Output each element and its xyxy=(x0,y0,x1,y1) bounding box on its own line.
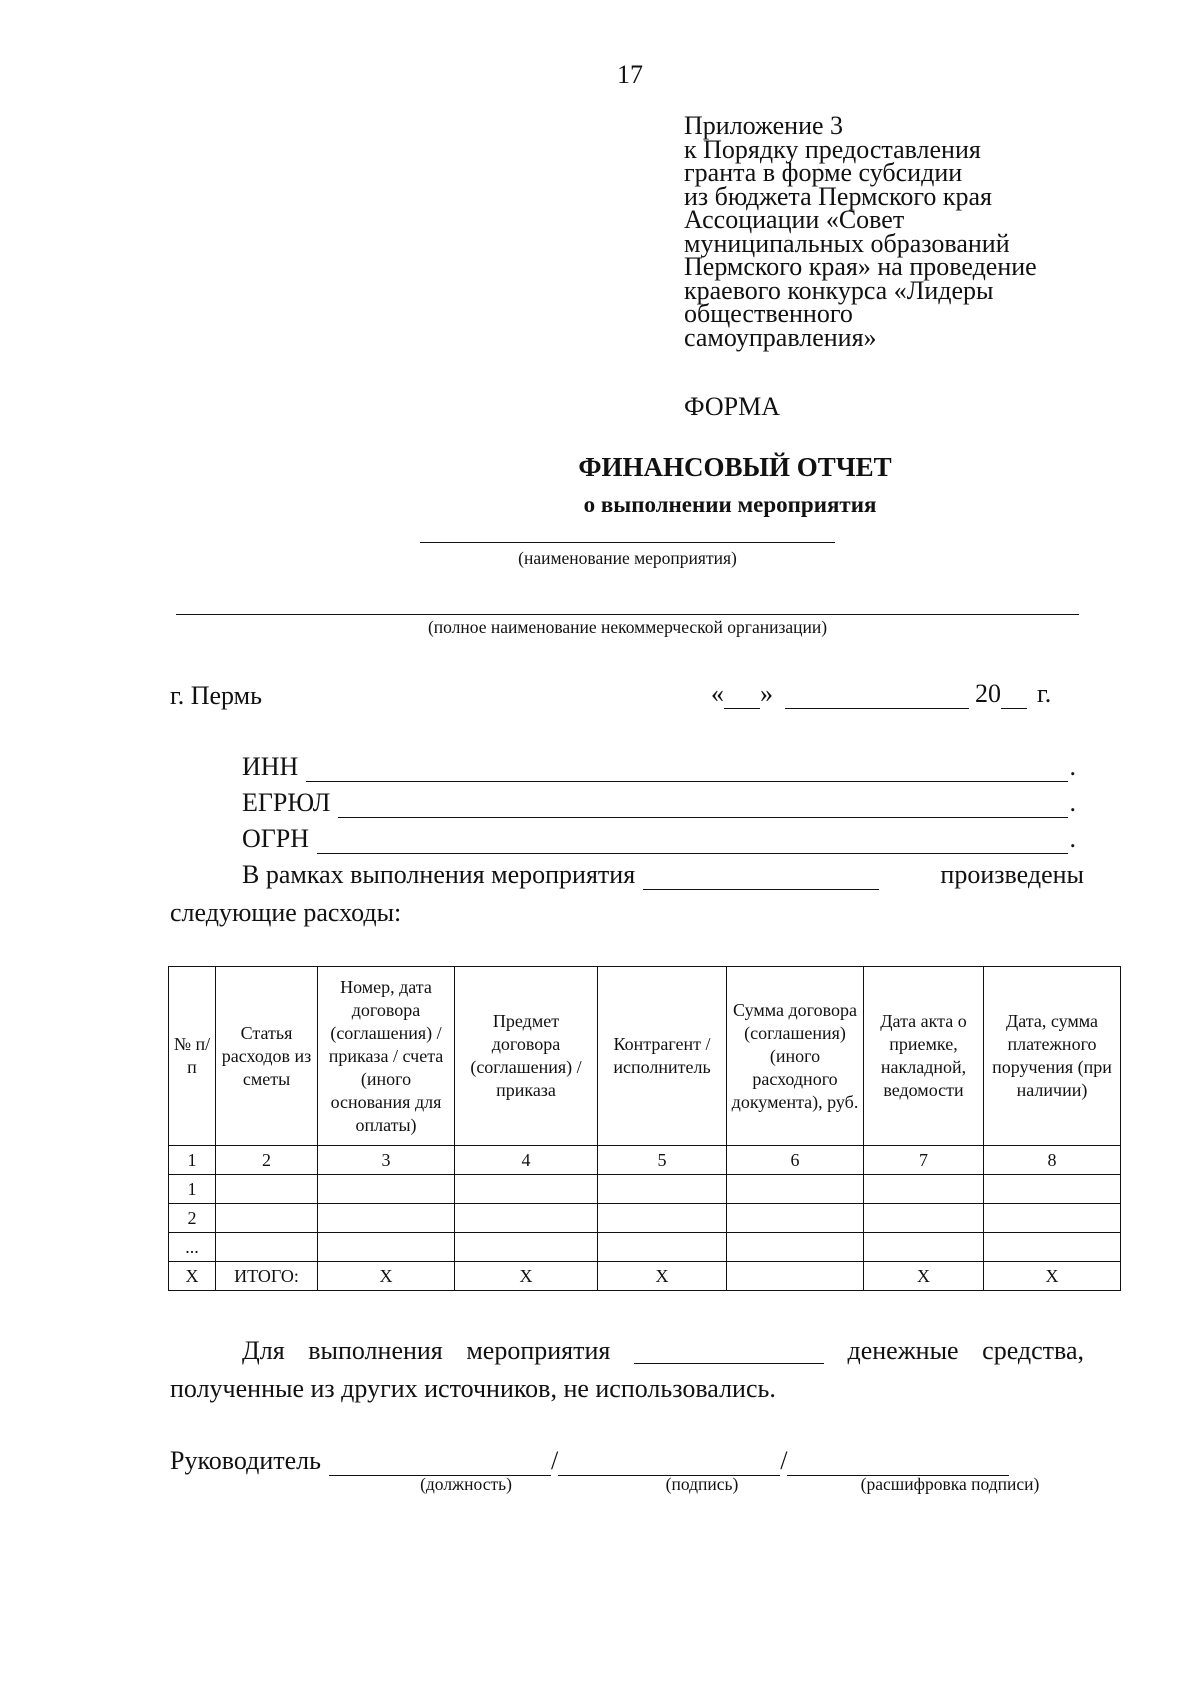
other-sources-event-blank[interactable] xyxy=(634,1339,824,1364)
total-label: ИТОГО: xyxy=(216,1262,318,1291)
other-sources-word: мероприятия xyxy=(466,1336,611,1365)
egrul-end: . xyxy=(1069,788,1076,817)
column-number: 2 xyxy=(216,1146,318,1175)
total-row xyxy=(169,1262,1121,1291)
date-year-suffix: г. xyxy=(1037,679,1052,708)
appendix-line: общественного xyxy=(684,299,853,328)
city: г. Пермь xyxy=(170,681,262,710)
date-year-prefix: 20 xyxy=(975,679,1001,708)
appendix-line: к Порядку предоставления xyxy=(684,134,981,164)
header-contract-sum: Сумма договора (соглашения) (иного расходного документа), руб. xyxy=(727,967,864,1146)
date-open-quote: « xyxy=(711,679,724,708)
event-name-line[interactable] xyxy=(420,542,835,543)
org-name-caption: (полное наименование некоммерческой организации) xyxy=(427,617,828,637)
signature-blank[interactable] xyxy=(558,1453,780,1476)
table-cell[interactable] xyxy=(598,1175,727,1204)
table-cell: 2 xyxy=(169,1204,216,1233)
table-cell[interactable] xyxy=(984,1175,1121,1204)
appendix-line: гранта в форме субсидии xyxy=(684,158,963,187)
document-subtitle: о выполнении мероприятия xyxy=(583,492,877,517)
signature-label: Руководитель xyxy=(170,1446,321,1475)
table-cell: X xyxy=(984,1262,1121,1291)
table-cell[interactable] xyxy=(727,1233,864,1262)
expenses-table xyxy=(168,966,1121,1291)
table-row xyxy=(169,1204,1121,1233)
appendix-line: из бюджета Пермского края xyxy=(684,181,993,211)
table-row xyxy=(169,1175,1121,1204)
table-cell: X xyxy=(864,1262,984,1291)
other-sources-word: средства, xyxy=(982,1336,1084,1365)
table-cell[interactable] xyxy=(318,1175,455,1204)
other-sources-word: денежные xyxy=(847,1336,959,1365)
date-line xyxy=(711,679,1051,709)
other-sources-word: выполнения xyxy=(308,1336,443,1365)
document-title: ФИНАНСОВЫЙ ОТЧЕТ xyxy=(578,452,892,482)
ogrn-blank[interactable] xyxy=(317,831,1067,854)
table-cell: X xyxy=(455,1262,598,1291)
table-cell[interactable] xyxy=(216,1204,318,1233)
column-number: 6 xyxy=(727,1146,864,1175)
appendix-line: Пермского края» на проведение xyxy=(684,252,1037,281)
column-number: 5 xyxy=(598,1146,727,1175)
table-cell[interactable] xyxy=(598,1204,727,1233)
signature-slash: / xyxy=(780,1446,788,1475)
header-act-date: Дата акта о приемке, накладной, ведомости xyxy=(864,967,984,1146)
table-cell[interactable] xyxy=(984,1204,1121,1233)
column-number: 3 xyxy=(318,1146,455,1175)
table-cell[interactable] xyxy=(455,1204,598,1233)
date-month-blank[interactable] xyxy=(785,686,969,709)
table-cell[interactable] xyxy=(864,1233,984,1262)
date-day-blank[interactable] xyxy=(724,686,760,709)
table-cell[interactable] xyxy=(598,1233,727,1262)
other-sources-word: Для xyxy=(242,1336,285,1365)
appendix-line: Приложение 3 xyxy=(684,111,844,140)
position-caption: (должность) xyxy=(420,1474,512,1494)
table-cell[interactable] xyxy=(216,1233,318,1262)
egrul-label: ЕГРЮЛ xyxy=(242,788,331,817)
egrul-field xyxy=(242,788,1076,818)
date-close-quote: » xyxy=(760,679,773,708)
date-year-blank[interactable] xyxy=(1001,686,1027,709)
header-contract-subject: Предмет договора (соглашения) / приказа xyxy=(455,967,598,1146)
table-cell[interactable] xyxy=(864,1204,984,1233)
ogrn-end: . xyxy=(1069,824,1076,853)
column-number: 8 xyxy=(984,1146,1121,1175)
table-cell: X xyxy=(598,1262,727,1291)
expenses-intro-part2: произведены xyxy=(940,860,1084,889)
column-number: 4 xyxy=(455,1146,598,1175)
ogrn-field xyxy=(242,824,1076,854)
table-cell: 1 xyxy=(169,1175,216,1204)
expenses-event-blank[interactable] xyxy=(643,867,879,890)
event-name-caption: (наименование мероприятия) xyxy=(518,548,737,568)
expenses-intro-line1 xyxy=(242,860,1084,890)
inn-blank[interactable] xyxy=(306,759,1067,782)
column-number: 1 xyxy=(169,1146,216,1175)
table-row xyxy=(169,1233,1121,1262)
egrul-blank[interactable] xyxy=(338,795,1067,818)
table-cell[interactable] xyxy=(455,1233,598,1262)
appendix-line: муниципальных образований xyxy=(684,228,1010,258)
table-cell[interactable] xyxy=(864,1175,984,1204)
header-counterparty: Контрагент / исполнитель xyxy=(598,967,727,1146)
column-number: 7 xyxy=(864,1146,984,1175)
signature-slash: / xyxy=(551,1446,559,1475)
table-cell[interactable] xyxy=(727,1204,864,1233)
table-cell: ... xyxy=(169,1233,216,1262)
other-sources-line1 xyxy=(242,1332,1084,1370)
appendix-line: самоуправления» xyxy=(684,322,877,352)
header-expense-item: Статья расходов из сметы xyxy=(216,967,318,1146)
table-cell[interactable] xyxy=(455,1175,598,1204)
org-name-line[interactable] xyxy=(176,614,1079,615)
expenses-intro-part1: В рамках выполнения мероприятия xyxy=(242,860,636,889)
table-cell[interactable] xyxy=(318,1233,455,1262)
table-cell: X xyxy=(169,1262,216,1291)
header-payment-order: Дата, сумма платежного поручения (при наличии) xyxy=(984,967,1121,1146)
header-number: № п/п xyxy=(169,967,216,1146)
header-contract-number-date: Номер, дата договора (соглашения) / приказа / счета (иного основания для оплаты) xyxy=(318,967,455,1146)
total-sum-cell[interactable] xyxy=(727,1262,864,1291)
signature-decoding-blank[interactable] xyxy=(787,1453,1009,1476)
ogrn-label: ОГРН xyxy=(242,824,310,853)
appendix-line: Ассоциации «Совет xyxy=(684,205,905,234)
other-sources-line2: полученные из других источников, не использовались. xyxy=(170,1374,776,1403)
position-blank[interactable] xyxy=(329,1453,551,1476)
inn-label: ИНН xyxy=(242,752,299,781)
appendix-line: краевого конкурса «Лидеры xyxy=(684,275,994,305)
inn-end: . xyxy=(1069,752,1076,781)
signature-caption: (подпись) xyxy=(665,1474,739,1494)
column-number-row xyxy=(169,1146,1121,1175)
inn-field xyxy=(242,752,1076,782)
table-cell: X xyxy=(318,1262,455,1291)
appendix-block xyxy=(684,111,1037,352)
table-cell[interactable] xyxy=(216,1175,318,1204)
expenses-intro-line2: следующие расходы: xyxy=(170,898,402,927)
page-number: 17 xyxy=(617,60,643,89)
table-cell[interactable] xyxy=(318,1204,455,1233)
table-cell[interactable] xyxy=(984,1233,1121,1262)
signature-line xyxy=(170,1446,1009,1476)
signature-decoding-caption: (расшифровка подписи) xyxy=(860,1474,1040,1494)
form-label: ФОРМА xyxy=(684,392,780,421)
table-cell[interactable] xyxy=(727,1175,864,1204)
